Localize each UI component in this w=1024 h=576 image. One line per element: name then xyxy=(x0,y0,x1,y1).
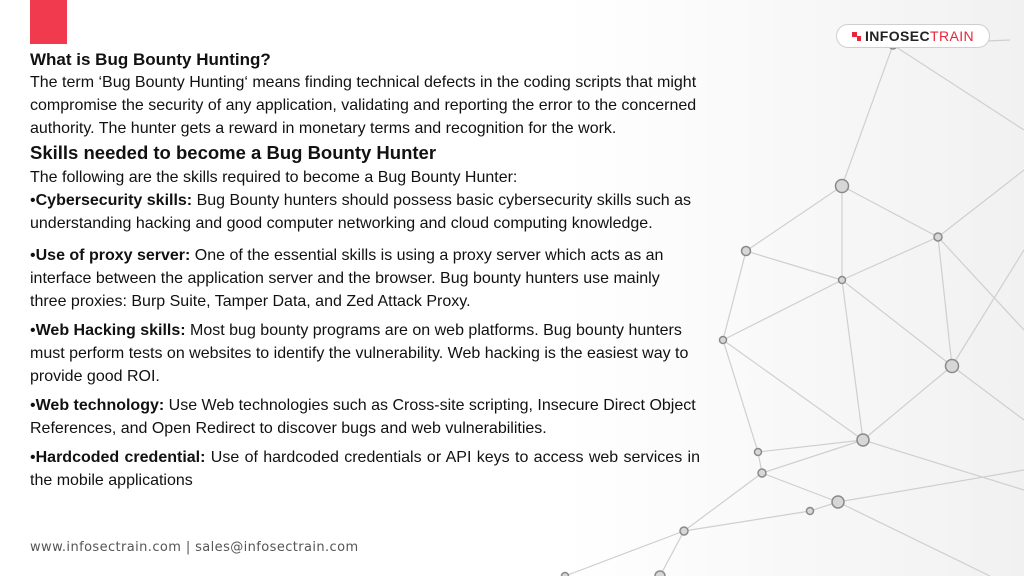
bullet-web-technology xyxy=(30,394,700,440)
bullet-title: Hardcoded credential: xyxy=(35,449,206,466)
section2-heading: Skills needed to become a Bug Bounty Hunter xyxy=(30,142,437,163)
bullet-marker: • xyxy=(30,247,36,264)
bullet-title: Web technology: xyxy=(35,397,165,414)
bullet-marker: • xyxy=(30,397,36,414)
bullet-marker: • xyxy=(30,449,36,466)
bullet-hardcoded-credential xyxy=(30,446,700,492)
bullet-cybersecurity-skills xyxy=(30,189,700,235)
bullet-proxy-server xyxy=(30,244,700,313)
infosectrain-logo xyxy=(836,24,990,48)
section2-intro: The following are the skills required to become a Bug Bounty Hunter: xyxy=(30,169,518,186)
bullet-marker: • xyxy=(30,322,36,339)
bullet-title: Use of proxy server: xyxy=(35,247,191,264)
section1-heading: What is Bug Bounty Hunting? xyxy=(30,50,271,69)
bullet-web-hacking-skills xyxy=(30,319,700,388)
section1-body: The term ‘Bug Bounty Hunting‘ means finding technical defects in the coding scripts that might compromise the security of any application, validating and reporting the error to the concerned authority. The hunter gets a reward in monetary terms and recognition for the work. xyxy=(30,74,697,137)
bullet-text: One of the essential skills is using a proxy server which acts as an interface between the application server and the browser. Bug bounty hunters use mainly three proxies: Burp Suite, Tamper Data, and Zed Attack Proxy. xyxy=(30,247,664,310)
main-content xyxy=(30,48,700,492)
bullet-marker: • xyxy=(30,192,36,209)
bullet-text: Bug Bounty hunters should possess basic cybersecurity skills such as understanding hacking and good computer networking and cloud computing knowledge. xyxy=(30,192,692,232)
footer-contact: www.infosectrain.com | sales@infosectrain.com xyxy=(30,540,359,555)
bullet-title: Web Hacking skills: xyxy=(35,322,186,339)
bullet-text: Use Web technologies such as Cross-site scripting, Insecure Direct Object References, and Open Redirect to discover bugs and web vulnerabilities. xyxy=(30,397,696,437)
infosectrain-mark-icon xyxy=(852,32,861,41)
logo-text-part2: TRAIN xyxy=(930,28,975,44)
bullet-text: Use of hardcoded credentials or API keys to access web services in the mobile applications xyxy=(30,449,700,489)
bullet-title: Cybersecurity skills: xyxy=(35,192,193,209)
bullet-text: Most bug bounty programs are on web platforms. Bug bounty hunters must perform tests on websites to identify the vulnerability. Web hacking is the easiest way to provide good ROI. xyxy=(30,322,689,385)
logo-text-part1: INFOSEC xyxy=(864,28,931,44)
